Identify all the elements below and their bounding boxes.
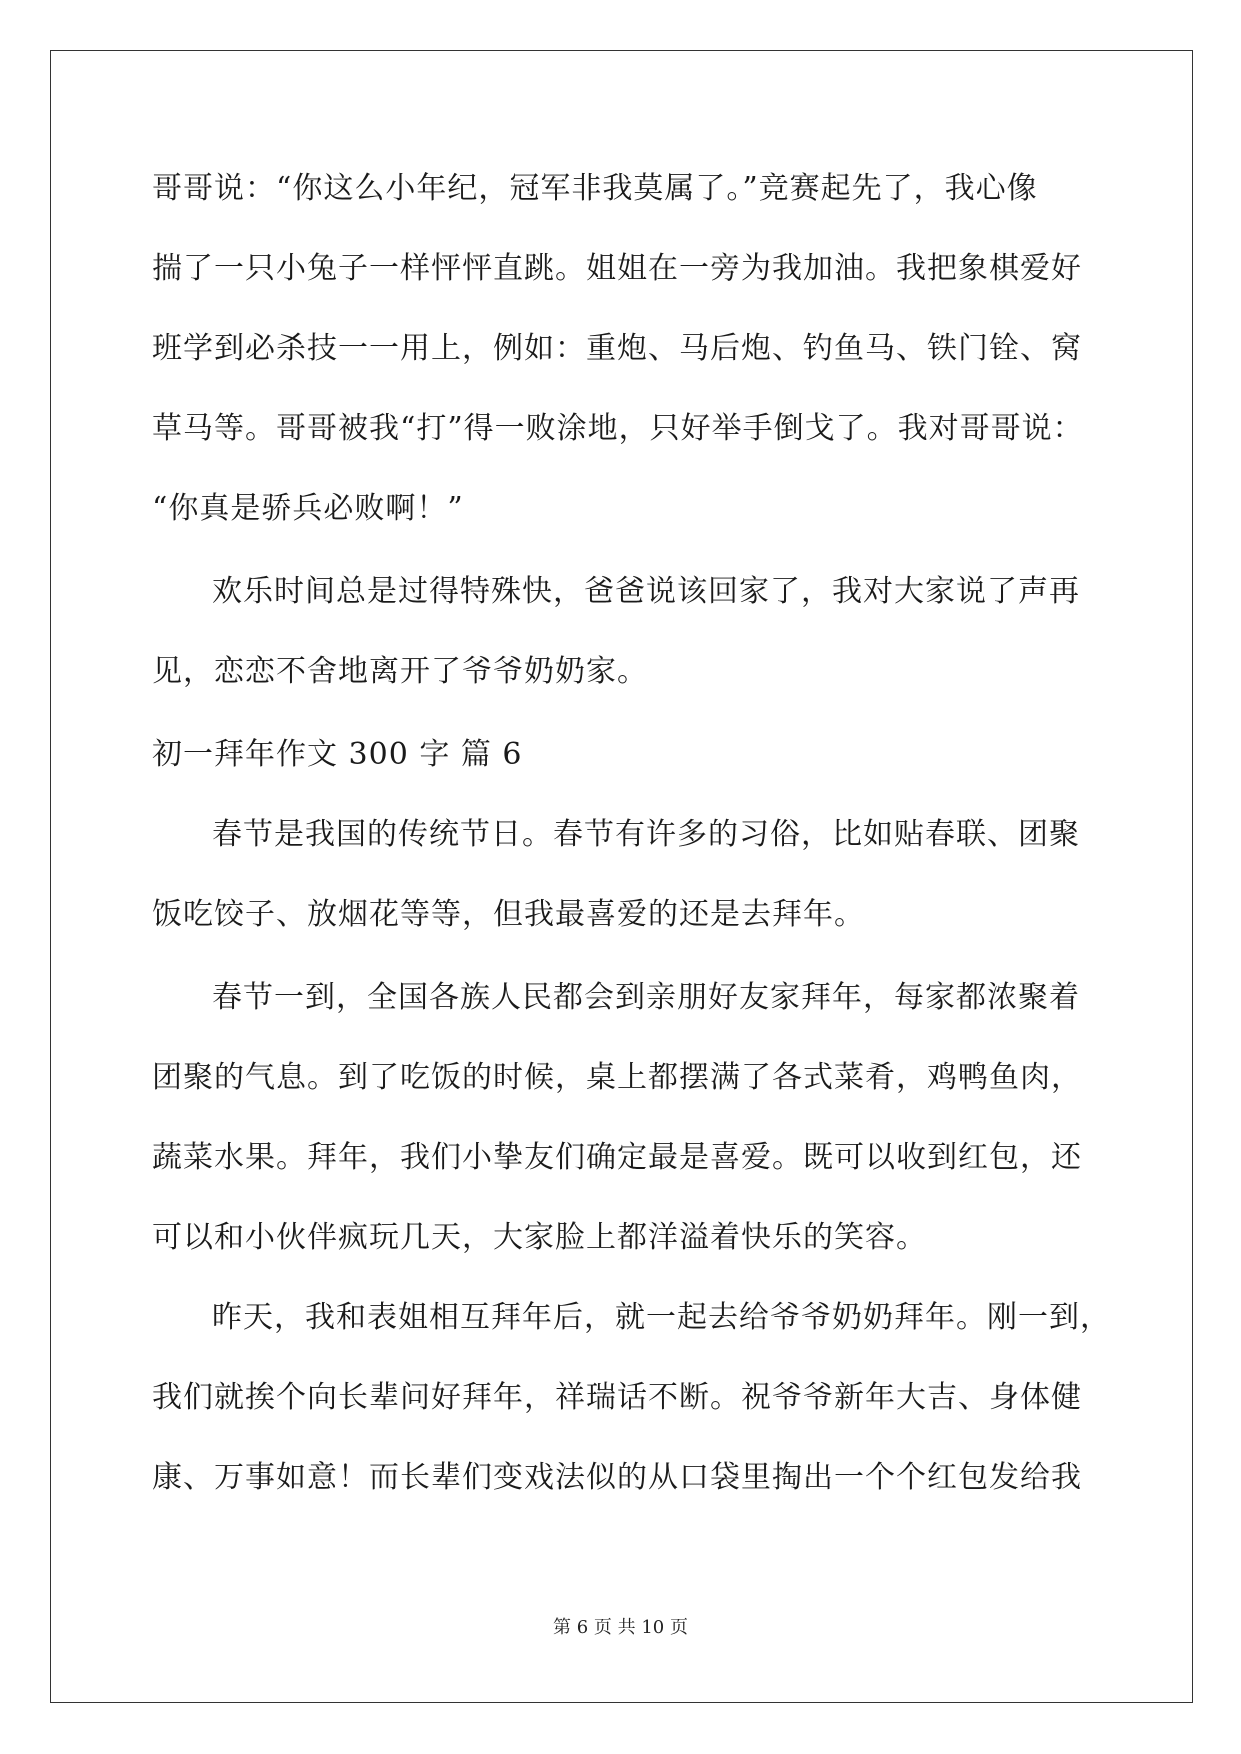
text-line: “你真是骄兵必败啊！” [152, 491, 464, 526]
text-line: 春节是我国的传统节日。春节有许多的习俗，比如贴春联、团聚 [212, 817, 1080, 852]
text-line: 哥哥说：“你这么小年纪，冠军非我莫属了。”竞赛起先了，我心像 [152, 171, 1038, 206]
text-line: 昨天，我和表姐相互拜年后，就一起去给爷爷奶奶拜年。刚一到， [212, 1300, 1111, 1335]
text-line: 欢乐时间总是过得特殊快，爸爸说该回家了，我对大家说了声再 [212, 574, 1080, 609]
text-line: 草马等。哥哥被我“打”得一败涂地，只好举手倒戈了。我对哥哥说： [152, 411, 1084, 446]
text-line: 团聚的气息。到了吃饭的时候，桌上都摆满了各式菜肴，鸡鸭鱼肉， [152, 1060, 1082, 1095]
section-heading: 初一拜年作文 300 字 篇 6 [152, 737, 523, 772]
text-line: 可以和小伙伴疯玩几天，大家脸上都洋溢着快乐的笑容。 [152, 1220, 927, 1255]
text-line: 见，恋恋不舍地离开了爷爷奶奶家。 [152, 654, 648, 689]
text-line: 班学到必杀技一一用上，例如：重炮、马后炮、钓鱼马、铁门铨、窝 [152, 331, 1082, 366]
text-line: 揣了一只小兔子一样怦怦直跳。姐姐在一旁为我加油。我把象棋爱好 [152, 251, 1082, 286]
text-line: 春节一到，全国各族人民都会到亲朋好友家拜年，每家都浓聚着 [212, 980, 1080, 1015]
text-line: 康、万事如意！而长辈们变戏法似的从口袋里掏出一个个红包发给我 [152, 1460, 1082, 1495]
page-number-footer: 第 6 页 共 10 页 [553, 1617, 688, 1638]
text-line: 饭吃饺子、放烟花等等，但我最喜爱的还是去拜年。 [152, 897, 865, 932]
page-border [50, 50, 1193, 1703]
text-line: 蔬菜水果。拜年，我们小挚友们确定最是喜爱。既可以收到红包，还 [152, 1140, 1082, 1175]
text-line: 我们就挨个向长辈问好拜年，祥瑞话不断。祝爷爷新年大吉、身体健 [152, 1380, 1082, 1415]
